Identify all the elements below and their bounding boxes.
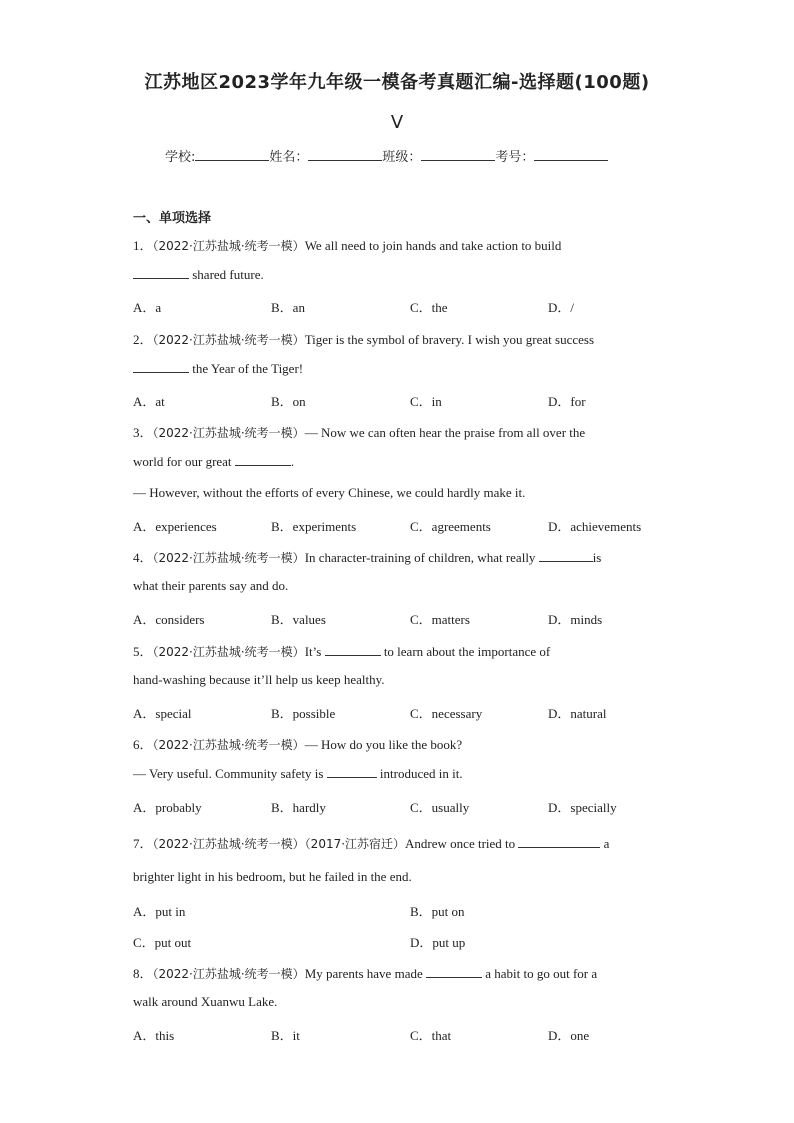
question-3-option-c: C．agreements	[410, 519, 491, 534]
question-5-option-c: C．necessary	[410, 706, 483, 721]
answer-blank	[426, 965, 482, 978]
question-7-option-a: A．put in	[133, 904, 186, 919]
question-1-option-c: C．the	[410, 300, 448, 315]
answer-blank	[518, 835, 600, 848]
question-8-line-1: 8．（2022·江苏盐城·统考一模）My parents have made a habit to go out for a	[133, 966, 598, 981]
question-5-option-d: D．natural	[548, 706, 607, 721]
question-2-line-1: 2．（2022·江苏盐城·统考一模）Tiger is the symbol of bravery. I wish you great success	[133, 332, 595, 347]
question-7-option-b: B．put on	[410, 904, 465, 919]
question-3-line-2: world for our great .	[133, 454, 295, 469]
question-8-option-d: D．one	[548, 1028, 590, 1043]
question-6-option-d: D．specially	[548, 800, 617, 815]
question-7-line-1: 7．（2022·江苏盐城·统考一模）（2017·江苏宿迁）Andrew once tried to a	[133, 836, 610, 851]
question-3-line-1: 3．（2022·江苏盐城·统考一模）— Now we can often hear the praise from all over the	[133, 425, 586, 440]
question-3-option-b: B．experiments	[271, 519, 357, 534]
question-8-option-c: C．that	[410, 1028, 452, 1043]
question-6-line-2: — Very useful. Community safety is introduced in it.	[133, 766, 463, 781]
question-3-option-a: A．experiences	[133, 519, 217, 534]
question-6-option-b: B．hardly	[271, 800, 326, 815]
exam-number-label: 考号：	[495, 150, 535, 165]
question-8-line-2: walk around Xuanwu Lake.	[133, 994, 278, 1009]
question-3-line-3: — However, without the efforts of every Chinese, we could hardly make it.	[133, 485, 526, 500]
question-4-option-d: D．minds	[548, 612, 603, 627]
student-info-row	[165, 146, 608, 165]
question-1-line-1: 1．（2022·江苏盐城·统考一模）We all need to join hands and take action to build	[133, 238, 562, 253]
question-3-option-d: D．achievements	[548, 519, 642, 534]
name-label: 姓名：	[269, 150, 309, 165]
question-5-line-2: hand-washing because it’ll help us keep healthy.	[133, 672, 385, 687]
answer-blank	[235, 453, 291, 466]
question-2-option-a: A．at	[133, 394, 165, 409]
question-5-line-1: 5．（2022·江苏盐城·统考一模）It’s to learn about the importance of	[133, 644, 551, 659]
section-heading: 一、单项选择	[133, 211, 212, 226]
document-subtitle: V	[390, 112, 404, 133]
question-6-line-1: 6．（2022·江苏盐城·统考一模）— How do you like the book?	[133, 737, 463, 752]
question-8-option-b: B．it	[271, 1028, 300, 1043]
answer-blank	[539, 549, 593, 562]
question-6-option-a: A．probably	[133, 800, 202, 815]
document-title: 江苏地区2023学年九年级一模备考真题汇编-选择题(100题)	[144, 72, 650, 93]
class-label: 班级：	[382, 150, 422, 165]
answer-blank	[133, 360, 189, 373]
question-1-line-2: shared future.	[133, 266, 264, 283]
question-2-option-c: C．in	[410, 394, 442, 409]
question-2-line-2: the Year of the Tiger!	[133, 360, 303, 377]
question-4-option-b: B．values	[271, 612, 326, 627]
question-8-option-a: A．this	[133, 1028, 175, 1043]
question-1-option-b: B．an	[271, 300, 305, 315]
question-1-option-d: D．/	[548, 300, 575, 315]
question-1-option-a: A．a	[133, 300, 162, 315]
school-blank	[195, 148, 269, 161]
question-2-option-d: D．for	[548, 394, 586, 409]
question-5-option-b: B．possible	[271, 706, 336, 721]
exam-number-blank	[534, 148, 608, 161]
school-label: 学校:	[165, 150, 196, 165]
question-2-option-b: B．on	[271, 394, 306, 409]
question-7-option-d: D．put up	[410, 935, 466, 950]
question-4-line-2: what their parents say and do.	[133, 578, 289, 593]
name-blank	[308, 148, 382, 161]
question-7-line-2: brighter light in his bedroom, but he failed in the end.	[133, 869, 412, 884]
question-6-option-c: C．usually	[410, 800, 470, 815]
answer-blank	[327, 765, 377, 778]
question-4-line-1: 4．（2022·江苏盐城·统考一模）In character-training of children, what really is	[133, 550, 602, 565]
question-5-option-a: A．special	[133, 706, 192, 721]
question-4-option-a: A．considers	[133, 612, 205, 627]
question-4-option-c: C．matters	[410, 612, 470, 627]
answer-blank	[133, 266, 189, 279]
answer-blank	[325, 643, 381, 656]
class-blank	[421, 148, 495, 161]
question-7-option-c: C．put out	[133, 935, 192, 950]
